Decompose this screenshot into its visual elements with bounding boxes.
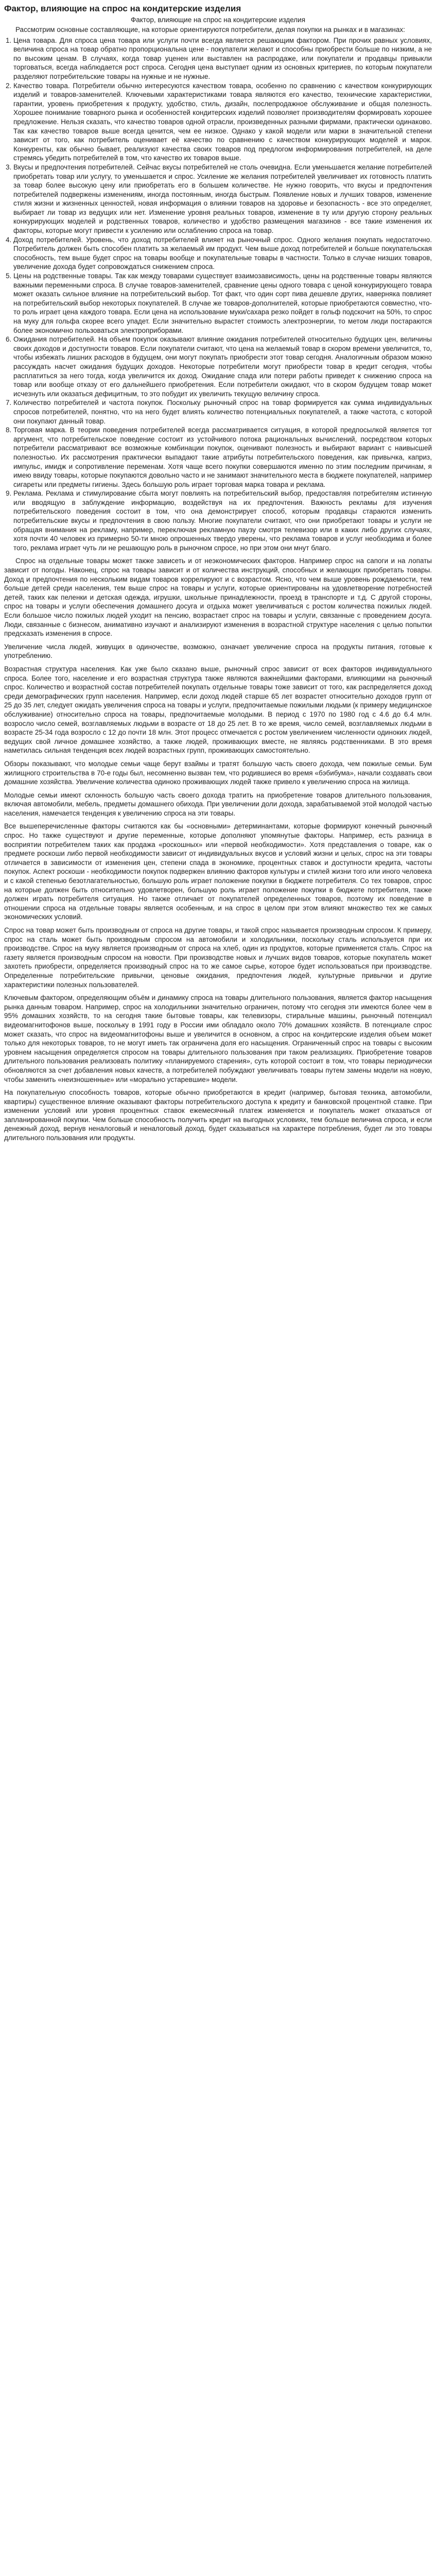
factors-list xyxy=(4,36,432,553)
body-paragraph: Увеличение числа людей, живущих в одиночестве, возможно, означает увеличение спроса на продукты питания, готовые к употреблению. xyxy=(4,642,432,660)
body-paragraph: Обзоры показывают, что молодые семьи чаще берут взаймы и тратят большую часть своего дохода, чем пожилые семьи. Бум жилищного строительства в 70-е годы был, несомненно вызван тем, что родившиеся во время «бэбибума», начали создавать свои домашние хозяйства. Увеличение количества одиноко проживающих людей также привело к увеличению спроса на жилища. xyxy=(4,759,432,786)
intro-paragraph: Рассмотрим основные составляющие, на которые ориентируются потребители, делая покупки на рынках и в магазинах: xyxy=(15,26,405,33)
article xyxy=(4,3,432,1143)
page-title: Фактор, влияющие на спрос на кондитерские изделия xyxy=(4,4,241,13)
list-item-tastes: 3. Вкусы и предпочтения потребителей. Сейчас вкусы потребителей не столь очевидна. Если уменьшается желание потребителей приобретать товар или услугу, то уменьшается и спрос. Усиление же желания потребителей увеличивает их готовность платить за товар более высокую цену или приобретать его в большем количестве. Не нужно говорить, что вкусы и предпочтения потребителей подвержены изменениям, иногда постоянным, иногда быстрым. Появление новых и лучших товаров, изменение стиля жизни и жизненных ценностей, новая информация о влиянии товаров на здоровье и безопасность - все это определяет, выбирает ли товар из ведущих или нет. Изменение уровня реальных товаров, изменение в ту или другую сторону реальных конкурирующих моделей и родственных товаров, количество и удобство размещения магазинов - все такие изменения их факторы, которые могут привести к усилению или ослаблению спроса на товар. xyxy=(13,163,432,235)
article-subtitle: Фактор, влияющие на спрос на кондитерские изделия xyxy=(130,16,306,24)
list-item-consumer-count: 7. Количество потребителей и частота покупок. Поскольку рыночный спрос на товар формируется как сумма индивидуальных спросов потребителей, понятно, что на него будет влиять количество потенциальных покупателей, а также частота, с которой они покупают данный товар. xyxy=(13,398,432,426)
body-paragraph: Спрос на отдельные товары может также зависеть и от неэкономических факторов. Например спрос на сапоги и на лопаты зависит от погоды. Наконец, спрос на товары зависит и от количества инструкций, способных и желающих приобретать товары. Доход и предпочтения по нескольким видам товаров коррелируют и с возрастом. Ясно, что чем выше уровень рождаемости, тем больше детей среди населения, тем выше спрос на товары и услуги, которые ориентированы на удовлетворение потребностей детей, таких как пеленки и детская одежда, игрушки, школьные принадлежности, проезд в транспорте и т.д. С другой стороны, спрос на товары и услуги обеспечения домашнего досуга и отдыха может увеличиваться с ростом количества пожилых людей. Если большое число пожилых людей уходит на пенсию, возрастает спрос на товары и услуги, связанные с проведением досуга. Люди, связанные с бизнесом, анимативно изучают и анализируют изменения в возрастной структуре населения с целью попытки предсказать изменения в спросе. xyxy=(4,557,432,638)
list-item-price: 1. Цена товара. Для спроса цена товара или услуги почти всегда является решающим фактором. При прочих равных условиях, величина спроса на товар обратно пропорциональна цене - покупатели желают и способны приобрести больше по низким, а не по высоким ценам. В случаях, когда товар уценен или выставлен на распродаже, или покупатели и продавцы привыкли торговаться, всегда наблюдается рост спроса. Сегодня цена выступает одним из основных критериев, по которым покупатели разделяют потребительские товары на нужные и не нужные. xyxy=(13,36,432,81)
body-paragraph: На покупательную способность товаров, которые обычно приобретаются в кредит (например, бытовая техника, автомобили, квартиры) существенное влияние оказывают факторы потребительского доступа к кредиту и банковской процентной ставке. При изменении условий или уровня процентных ставок ежемесячный платеж изменяется и покупатель может отказаться от запланированной покупки. Чем больше способность получить кредит на выгодных условиях, тем больше величина спроса, и если денежный доход, вернув неналоговый и неналоговый доход, будет сказываться на характере потребления, будет ли это товары длительного пользования или продукты. xyxy=(4,1089,432,1142)
body-paragraph: Ключевым фактором, определяющим объём и динамику спроса на товары длительного пользования, является фактор насыщения рынка данным товаром. Например, спрос на холодильники значительно ограничен, потому что сегодня эти имеются более чем в 95% домашних хозяйств, то на сегодня такие бытовые товары, как телевизоры, стиральные машины, рыночный потенциал видеомагнитофонов выше, поскольку в 1991 году в России ими обладало около 70% домашних хозяйств. В потенциале спрос может сказать, что спрос на видеомагнитофоны выше и увеличится в основном, а спрос на кондитерские изделия объем может только для некоторых товаров, то не могут иметь так ограничена доля его насыщения. Ограниченный спрос на товары с высоким уровнем насыщения определяется спросом на товары длительного пользования при таком реализациях. Приобретение товаров длительного пользования реализовать политику «планируемого старения», суть которой состоит в том, что товары периодически обновляются за счет добавления новых качеств, а потребителей побуждают увеличивать товары путем замены модели на новую, чтобы заменить «неизношенные» или «морально устаревшие» модели. xyxy=(4,994,432,1083)
list-item-related-prices: 5. Цены на родственные товары. Так как между товарами существует взаимозависимость, цены на родственные товары являются важными переменными спроса. В случае товаров-заменителей, сравнение цены одного товара с ценой конкурирующего товара может оказать сильное влияние на потребительский выбор. Тот факт, что один сорт пива дешевле других, наверняка повлияет на потребительский выбор некоторых покупателей. В случае же товаров-дополнителей, которые приобретаются совместно, что-то роль играет цена каждого товара. Если цена на использование муки/сахара резко пойдет в гольф подскочит на 50%, то спрос на муку для гольфа скорее всего упадет. Если значительно вырастет стоимость электроэнергии, то метом люди постараются более экономично пользоваться электроприборами. xyxy=(13,272,432,335)
body-paragraph: Возрастная структура населения. Как уже было сказано выше, рыночный спрос зависит от всех факторов индивидуального спроса. Более того, население и его возрастная структура также являются важнейшими факторами, влияющими на рыночный спрос. Количество и возрастной состав потребителей покупать отдельные товары тоже зависит от того, как распределяется доход среди демографических групп населения. Например, если доход людей старше 65 лет возрастет относительно доходов групп от 25 до 35 лет, следует ожидать увеличения спроса на товары и услуги, предпочитаемые пожилыми людьми (к примеру медицинское обслуживание) относительно спроса на товары, предпочитаемые молодыми. В период с 1970 по 1980 год с 4.6 до 6.4 млн. возросло число семей, возглавляемых людьми в возрасте от 18 до 25 лет. В то же время, число семей, возглавляемых людьми в возрасте 25-34 года возросло с 12 до почти 18 млн. Этот процесс отмечается с ростом увеличением численности одиноких людей, ведущих свой личное домашнее хозяйство, а также людей, проживающих вместе, не являясь родственниками. В это время наметилась сильная тенденция всех людей возрастных групп, проживающих самостоятельно. xyxy=(4,665,432,755)
list-item-income: 4. Доход потребителей. Уровень, что доход потребителей влияет на рыночный спрос. Одного желания покупать недостаточно. Потребитель должен быть способен платить за желаемый им продукт. Чем выше доход потребителей и больше покупательская способность, тем выше будет спрос на товары вообще и покупательные товары в частности. Только в случае низших товаров, увеличение дохода будет сопровождаться снижением спроса. xyxy=(13,235,432,272)
list-item-expectations: 6. Ожидания потребителей. На объем покупок оказывают влияние ожидания потребителей относительно будущих цен, величины своих доходов и доступности товаров. Если покупатели считают, что цена на желаемый товар в скором времени увеличится, то, чтобы избежать лишних расходов в будущем, они могут покупать приобрести этот товар сегодня. Аналогичным образом можно рассуждать насчет ожидания будущих доходов. Некоторые потребители могут приобрести товар в кредит сегодня, чтобы расплатиться за него тогда, когда увеличится их доход. Ожидание спада или потери работы приведет к снижению спроса на товар или вообще отказу от его дальнейшего приобретения. Если потребители ожидают, что в скором будущем товар может исчезнуть или оказаться дефицитным, то это побудит их увеличить текущую величину спроса. xyxy=(13,335,432,398)
body-paragraph: Спрос на товар может быть производным от спроса на другие товары, и такой спрос называется производным спросом. К примеру, спрос на сталь может быть производным спросом на автомобили и холодильники, поскольку сталь используется при их производстве. Спрос на муку является производным от спроса на хлеб, один из продуктов, которые применяется сталь. Спрос на газету является производным спросом на новости. При производстве новых и лучших видов товаров, которые покупатель может захотеть приобрести, определяется производный спрос на то же самое сырье, которое будет использоваться при производстве. Определенные потребительские привычки, ценовые ожидания, предпочтения людей, культурные привычки и другие характеристики полезных пользователей. xyxy=(4,926,432,989)
list-item-brand: 8. Торговая марка. В теории поведения потребителей всегда рассматривается ситуация, в которой предпосылкой является тот аргумент, что потребительское поведение состоит из устойчивого потока рациональных вычислений, посредством которых потребители рассматривают все возможные комбинации покупок, оценивают полезность и выбирают вариант с наивысшей полезностью. Их рассмотрения практически выпадают такие атрибуты потребительского поведения, как привычка, каприз, импульс, имидж и сопротивление переменам. Хотя чаще всего покупки совершаются именно по этим последним причинам, я имею ввиду товары, которые покупаются довольно часто и не занимают значительного места в бюджете покупателей, например сигареты или предметы гигиены. Здесь большую роль играет торговая марка товара и реклама. xyxy=(13,426,432,489)
body-paragraph: Молодые семьи имеют склонность большую часть своего дохода тратить на приобретение товаров длительного пользования, включая автомобили, мебель, предметы домашнего обихода. При увеличении доли дохода, зарабатываемой этой молодой частью населения, намечается тенденция к увеличению спроса на эти товары. xyxy=(4,791,432,817)
body-paragraph: Все вышеперечисленные факторы считаются как бы «основными» детерминантами, которые формируют конечный рыночный спрос. Но также существуют и другие переменные, которые дополняют упомянутые факторы. Например, есть разница в восприятии потребителем таких как продажа «роскошных» или «первой необходимости». Хотя представления о товаре, как о предмете роскоши либо первой необходимости зависит от индивидуальных вкусов и условий жизни и целых, спрос на эти товары отличается в зависимости от изменения цен, степени спада в экономике, процентных ставок и доступности кредита, частоты покупок. Аспект роскоши - необходимости покупок подвержен влиянию факторов культуры и стилей жизни того или иного человека и с какой степенью безотлагательностью, большую роль играет положение покупки в бюджете потребителя. Со тех товаров, спрос на которые должен быть относительно удовлетворен, большую роль играет положение покупки в бюджете потребителя, также должен играть потребителя ситуация. Но также отличает от покупателей определенных товаров, поэтому их поведение в отношении спроса на отдельные товары является особенным, и на спрос в целом при этом влияют множество тех же самых экономических условий. xyxy=(4,822,432,921)
list-item-advertising: 9. Реклама. Реклама и стимулирование сбыта могут повлиять на потребительский выбор, предоставляя потребителям истинную или вводящую в заблуждение информацию, воздействуя на их предпочтения. Важность рекламы для изучения потребительского поведения состоит в том, что она демонстрирует способ, которым продавцы стараются изменить потребительские вкусы и предпочтения в свою пользу. Многие покупатели считают, что они приобретают товары и услуги не обращая внимания на рекламу, например, переключая рекламную паузу смотря телевизор или в каких либо других случаях, хотя почти 40 человек из примерно 50-ти мною опрошенных твердо уверены, что реклама товаров и услуг необходима и более того, реклама играет чуть ли не решающую роль в рыночном спросе, но при этом они мнут благо. xyxy=(13,489,432,552)
list-item-quality: 2. Качество товара. Потребители обычно интересуются качеством товара, особенно по сравнению с качеством конкурирующих изделий и товаров-заменителей. Ключевыми характеристиками товара являются его качество, технические характеристики, гарантии, уровень приобретения к продукту, удобство, стиль, дизайн, послепродажное обслуживание и общая полезность. Хорошее понимание товарного рынка и особенностей кондитерских изделий позволяет производителям формировать хорошее предложение. Нельзя сказать, что качество товаров одной отрасли, произведенных разными фирмами, практически одинаково. Так как качество товаров выше всегда ценится, чем ее низкое. Однако у какой модели или марки в значительной степени зависит от того, как потребитель оценивает её качество по сравнению с качеством конкурирующих моделей и марок. Конкуренты, как обычно бывает, реализуют качества своих товаров под предлогом информирования потребителей, на деле стремясь убедить потребителей в том, что качество их товаров выше. xyxy=(13,81,432,163)
